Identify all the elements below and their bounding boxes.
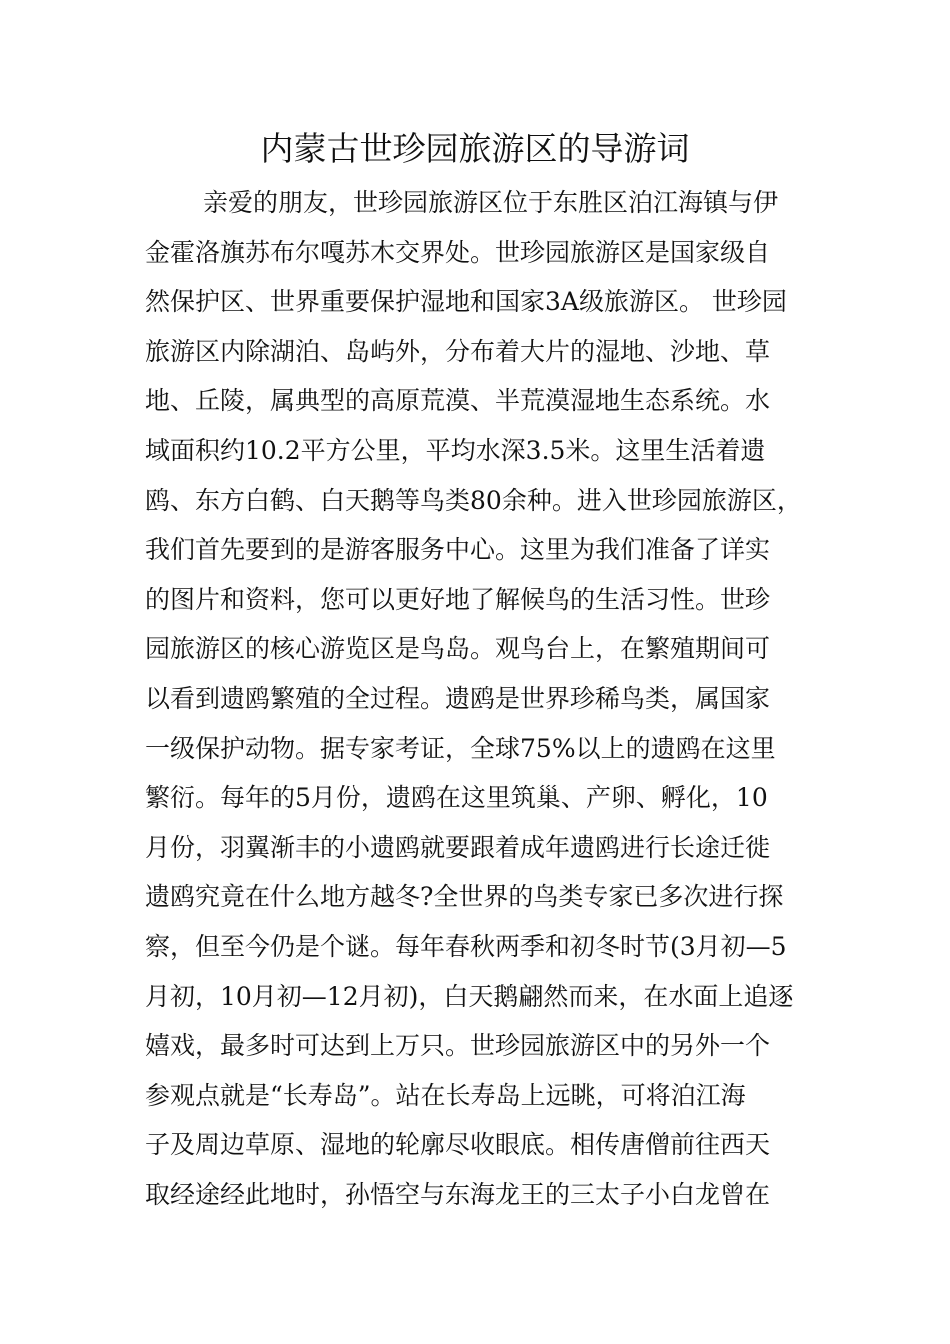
body-line: 繁衍。每年的5月份，遗鸥在这里筑巢、产卵、孵化，10 — [145, 783, 768, 813]
body-line: 然保护区、世界重要保护湿地和国家3A级旅游区。 世珍园 — [145, 287, 787, 317]
body-line: 一级保护动物。据专家考证，全球75%以上的遗鸥在这里 — [145, 733, 776, 763]
body-line: 我们首先要到的是游客服务中心。这里为我们准备了详实 — [145, 535, 771, 565]
body-line: 的图片和资料，您可以更好地了解候鸟的生活习性。世珍 — [145, 584, 771, 614]
body-line: 子及周边草原、湿地的轮廓尽收眼底。相传唐僧前往西天 — [145, 1130, 771, 1160]
body-line: 域面积约10.2平方公里，平均水深3.5米。这里生活着遗 — [145, 435, 766, 465]
body-line: 察，但至今仍是个谜。每年春秋两季和初冬时节(3月初—5 — [145, 931, 787, 961]
body-line: 园旅游区的核心游览区是鸟岛。观鸟台上，在繁殖期间可 — [145, 634, 771, 664]
body-line: 旅游区内除湖泊、岛屿外，分布着大片的湿地、沙地、草 — [145, 336, 771, 366]
body-line: 地、丘陵，属典型的高原荒漠、半荒漠湿地生态系统。水 — [145, 386, 771, 416]
body-line: 以看到遗鸥繁殖的全过程。遗鸥是世界珍稀鸟类，属国家 — [145, 683, 771, 713]
body-line: 取经途经此地时，孙悟空与东海龙王的三太子小白龙曾在 — [145, 1179, 771, 1209]
body-line: 月初，10月初—12月初)，白天鹅翩然而来，在水面上追逐 — [145, 981, 794, 1011]
body-line: 月份，羽翼渐丰的小遗鸥就要跟着成年遗鸥进行长途迁徙 — [145, 832, 771, 862]
body-line: 鸥、东方白鹤、白天鹅等鸟类80余种。进入世珍园旅游区， — [145, 485, 802, 515]
body-line: 遗鸥究竟在什么地方越冬?全世界的鸟类专家已多次进行探 — [145, 882, 784, 912]
body-line: 嬉戏，最多时可达到上万只。世珍园旅游区中的另外一个 — [145, 1031, 771, 1061]
body-line: 金霍洛旗苏布尔嘎苏木交界处。世珍园旅游区是国家级自 — [145, 237, 771, 267]
body-line: 参观点就是“长寿岛”。站在长寿岛上远眺，可将泊江海 — [145, 1080, 746, 1110]
document-body — [145, 178, 825, 1219]
document-title: 内蒙古世珍园旅游区的导游词 — [260, 129, 690, 168]
body-line: 亲爱的朋友，世珍园旅游区位于东胜区泊江海镇与伊 — [203, 188, 779, 217]
